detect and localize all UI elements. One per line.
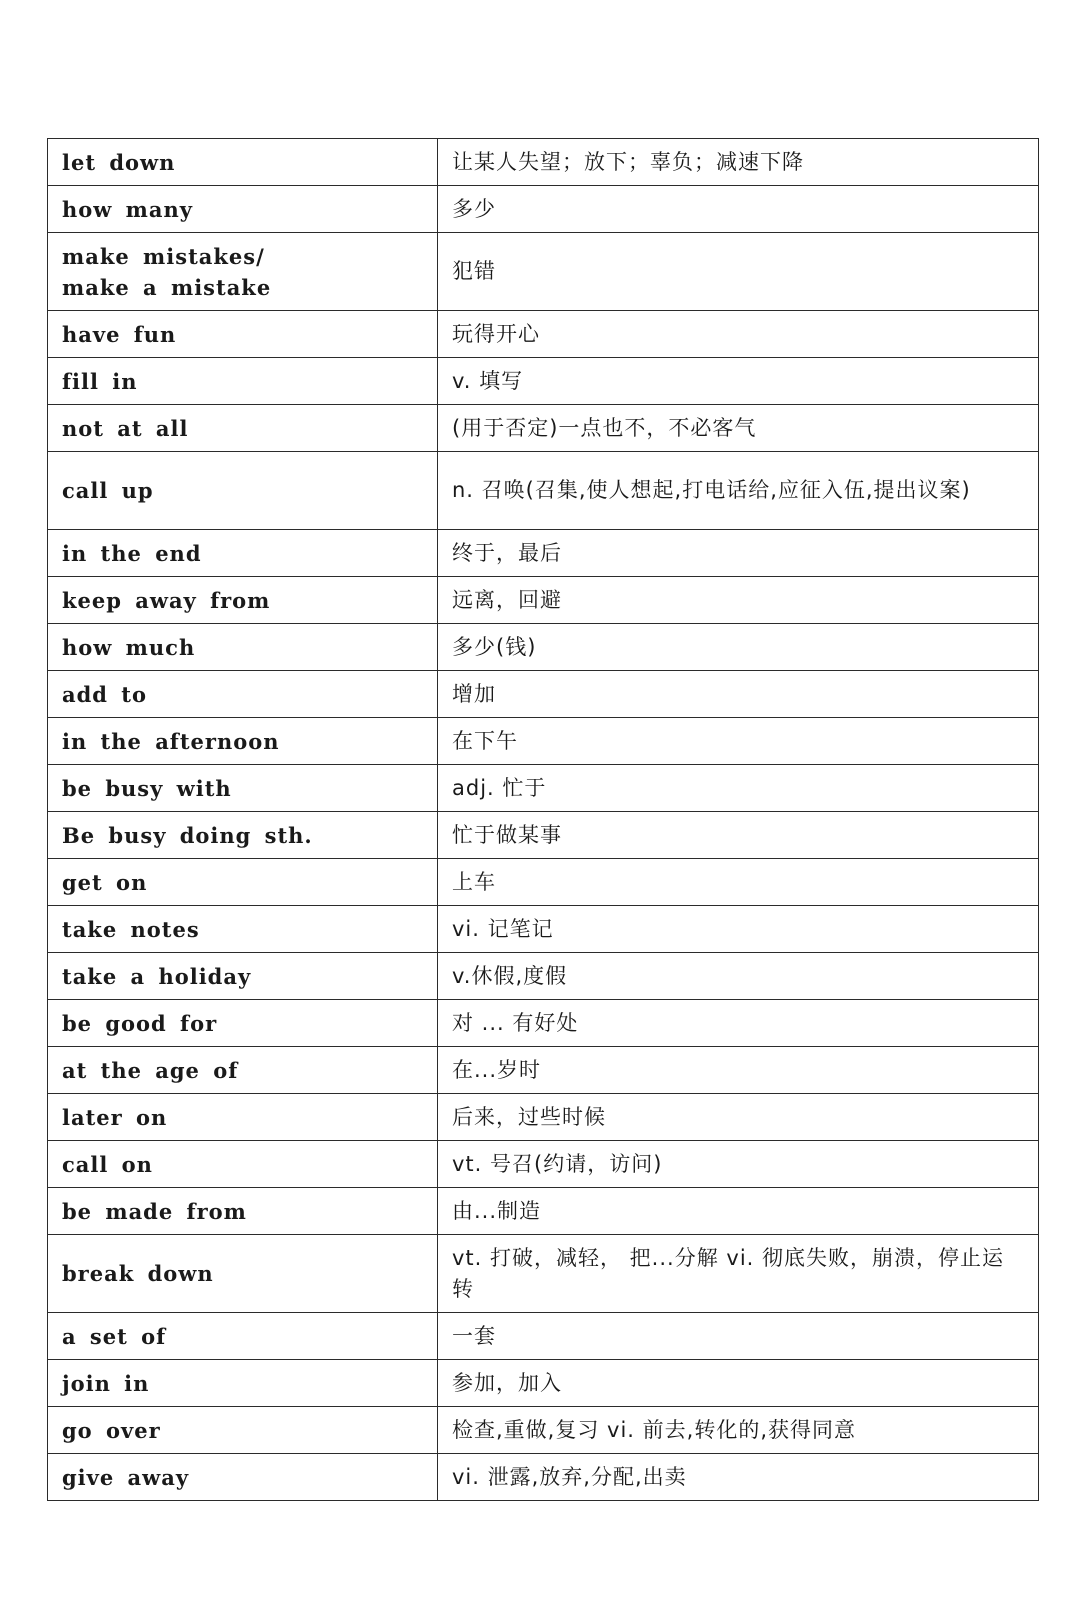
meaning-cell: vi. 记笔记 [438,906,1039,953]
phrase-cell: get on [48,859,438,906]
phrase-cell: Be busy doing sth. [48,812,438,859]
phrase-cell: in the end [48,530,438,577]
table-row [48,1000,1039,1047]
phrase-cell: not at all [48,405,438,452]
meaning-cell: v. 填写 [438,358,1039,405]
phrase-line: make mistakes/ [62,243,265,269]
phrase-cell: let down [48,139,438,186]
table-row [48,1407,1039,1454]
phrase-cell: be made from [48,1188,438,1235]
phrase-cell: give away [48,1454,438,1501]
meaning-cell: 多少 [438,186,1039,233]
phrase-cell: have fun [48,311,438,358]
meaning-cell: 忙于做某事 [438,812,1039,859]
phrase-cell: fill in [48,358,438,405]
table-row [48,530,1039,577]
phrase-cell: be good for [48,1000,438,1047]
table-row [48,1141,1039,1188]
phrase-line: make a mistake [62,274,272,300]
table-row [48,311,1039,358]
meaning-cell: v.休假,度假 [438,953,1039,1000]
vocabulary-table [47,138,1039,1501]
meaning-cell: 对 ... 有好处 [438,1000,1039,1047]
table-row [48,405,1039,452]
phrase-cell: be busy with [48,765,438,812]
meaning-cell: 在...岁时 [438,1047,1039,1094]
phrase-cell [48,233,438,311]
table-row [48,1454,1039,1501]
table-row [48,671,1039,718]
table-row [48,186,1039,233]
table-row [48,577,1039,624]
meaning-cell: vt. 号召(约请，访问) [438,1141,1039,1188]
phrase-cell: how much [48,624,438,671]
table-row [48,859,1039,906]
phrase-cell: a set of [48,1313,438,1360]
meaning-cell: 远离，回避 [438,577,1039,624]
table-row [48,358,1039,405]
meaning-cell: (用于否定)一点也不，不必客气 [438,405,1039,452]
table-row [48,765,1039,812]
meaning-cell: 一套 [438,1313,1039,1360]
table-row [48,624,1039,671]
phrase-cell: at the age of [48,1047,438,1094]
meaning-cell: 犯错 [438,233,1039,311]
phrase-cell: later on [48,1094,438,1141]
table-row [48,233,1039,311]
table-row [48,906,1039,953]
meaning-cell: 多少(钱) [438,624,1039,671]
phrase-cell: break down [48,1235,438,1313]
meaning-cell: 玩得开心 [438,311,1039,358]
table-row [48,1235,1039,1313]
table-row [48,1360,1039,1407]
meaning-cell: vt. 打破，减轻， 把...分解 vi. 彻底失败，崩溃，停止运转 [438,1235,1039,1313]
meaning-cell: 参加，加入 [438,1360,1039,1407]
meaning-cell: adj. 忙于 [438,765,1039,812]
phrase-cell: keep away from [48,577,438,624]
table-row [48,1094,1039,1141]
table-row [48,452,1039,530]
phrase-cell: add to [48,671,438,718]
phrase-cell: in the afternoon [48,718,438,765]
phrase-cell: join in [48,1360,438,1407]
meaning-cell: 终于，最后 [438,530,1039,577]
phrase-cell: call on [48,1141,438,1188]
vocabulary-sheet [47,138,1038,1501]
phrase-cell: call up [48,452,438,530]
table-row [48,718,1039,765]
table-row [48,1188,1039,1235]
phrase-cell: take a holiday [48,953,438,1000]
meaning-cell: 让某人失望；放下；辜负；减速下降 [438,139,1039,186]
meaning-cell: n. 召唤(召集,使人想起,打电话给,应征入伍,提出议案) [438,452,1039,530]
table-row [48,1047,1039,1094]
table-row [48,139,1039,186]
table-row [48,812,1039,859]
table-row [48,953,1039,1000]
meaning-cell: 后来，过些时候 [438,1094,1039,1141]
meaning-cell: 在下午 [438,718,1039,765]
meaning-cell: vi. 泄露,放弃,分配,出卖 [438,1454,1039,1501]
phrase-cell: how many [48,186,438,233]
phrase-cell: take notes [48,906,438,953]
meaning-cell: 由...制造 [438,1188,1039,1235]
meaning-cell: 上车 [438,859,1039,906]
meaning-cell: 增加 [438,671,1039,718]
table-row [48,1313,1039,1360]
meaning-cell: 检查,重做,复习 vi. 前去,转化的,获得同意 [438,1407,1039,1454]
phrase-cell: go over [48,1407,438,1454]
